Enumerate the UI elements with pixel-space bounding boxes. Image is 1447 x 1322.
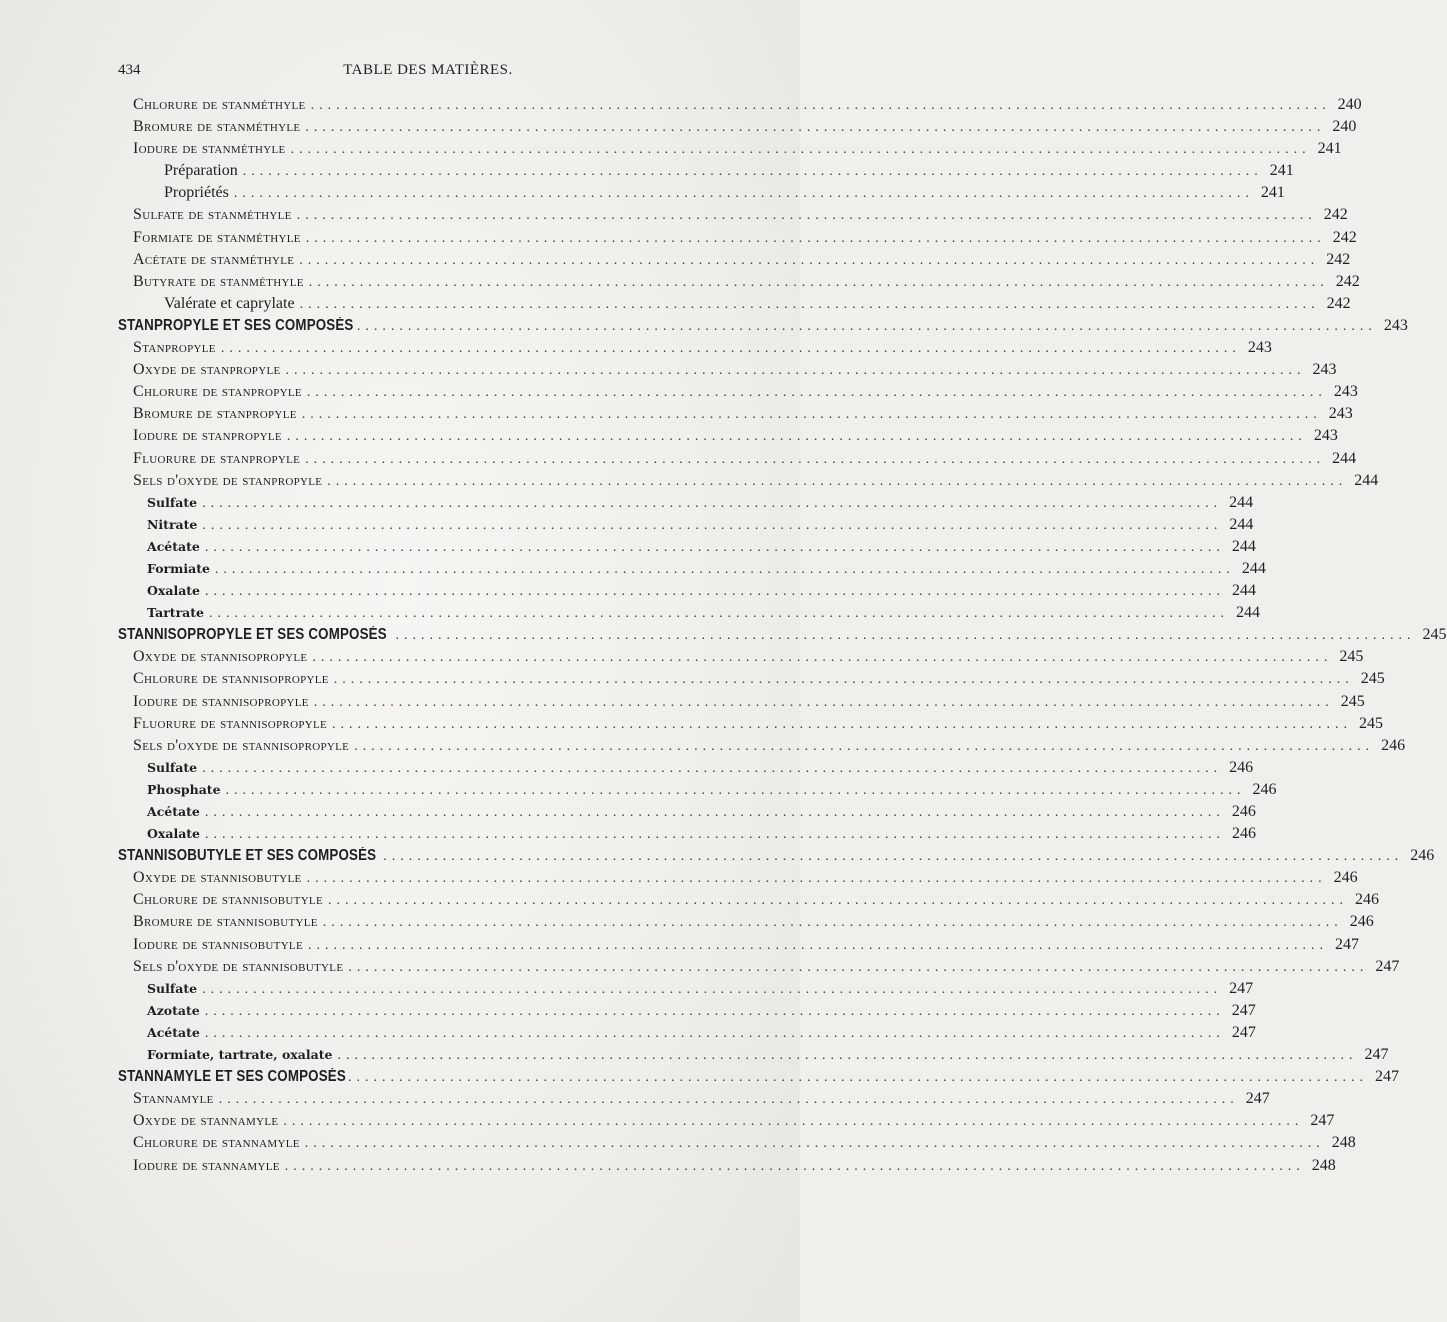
toc-page-number: 245 bbox=[1339, 648, 1364, 666]
toc-entry bbox=[118, 1068, 1399, 1090]
toc-entry-title: STANNISOPROPYLE ET SES COMPOSÉS bbox=[118, 626, 387, 644]
toc-entry-title: Sulfate de stanméthyle bbox=[133, 206, 292, 224]
toc-entry bbox=[118, 847, 1435, 869]
dot-leader: ........................................................................................................................ bbox=[327, 893, 1348, 909]
toc-entry-title: Propriétés bbox=[164, 184, 229, 202]
toc-entry bbox=[118, 803, 1256, 825]
toc-page-number: 247 bbox=[1310, 1112, 1335, 1130]
toc-entry bbox=[118, 714, 1384, 737]
toc-page-number: 246 bbox=[1410, 847, 1435, 865]
toc-entry-title: STANNISOBUTYLE ET SES COMPOSÉS bbox=[118, 847, 377, 865]
toc-page-number: 244 bbox=[1235, 604, 1260, 622]
dot-leader: ........................................................................................................................ bbox=[202, 760, 1223, 776]
toc-entry-title: Chlorure de stannisobutyle bbox=[133, 891, 323, 909]
dot-leader: ........................................................................................................................ bbox=[395, 628, 1416, 644]
toc-entry bbox=[118, 427, 1338, 449]
toc-entry bbox=[118, 537, 1256, 560]
toc-page-number: 244 bbox=[1332, 449, 1357, 467]
toc-page-number: 242 bbox=[1326, 250, 1351, 268]
toc-entry bbox=[118, 383, 1358, 405]
toc-page-number: 246 bbox=[1354, 891, 1379, 909]
toc-entry bbox=[118, 780, 1277, 803]
dot-leader: ........................................................................................................................ bbox=[332, 716, 1353, 732]
toc-entry bbox=[118, 604, 1260, 626]
dot-leader: ........................................................................................................................ bbox=[220, 341, 1241, 357]
toc-entry-title: Oxalate bbox=[147, 583, 201, 599]
toc-page-number: 244 bbox=[1232, 582, 1257, 600]
dot-leader: ........................................................................................................................ bbox=[285, 363, 1306, 379]
toc-entry-title: Sels d'oxyde de stannisopropyle bbox=[133, 736, 350, 754]
toc-page-number: 245 bbox=[1422, 626, 1447, 644]
toc-entry-title: Sels d'oxyde de stannisobutyle bbox=[133, 957, 344, 975]
toc-entry bbox=[118, 736, 1406, 759]
toc-page-number: 242 bbox=[1335, 272, 1360, 290]
toc-entry bbox=[118, 1023, 1256, 1046]
toc-entry bbox=[118, 339, 1272, 361]
dot-leader: ........................................................................................................................ bbox=[202, 981, 1223, 997]
toc-entry-title: STANNAMYLE ET SES COMPOSÉS bbox=[118, 1068, 346, 1086]
toc-page-number: 245 bbox=[1359, 714, 1384, 732]
dot-leader: ........................................................................................................................ bbox=[214, 561, 1235, 577]
toc-entry bbox=[118, 361, 1337, 383]
dot-leader: ........................................................................................................................ bbox=[205, 584, 1226, 600]
dot-leader: ........................................................................................................................ bbox=[225, 782, 1246, 798]
toc-entry bbox=[118, 515, 1254, 538]
dot-leader: ........................................................................................................................ bbox=[327, 473, 1348, 489]
toc-page-number: 243 bbox=[1313, 427, 1338, 445]
toc-page-number: 246 bbox=[1231, 803, 1256, 820]
toc-entry-title: Oxyde de stannisobutyle bbox=[133, 869, 302, 887]
toc-entry-title: Oxyde de stannisopropyle bbox=[133, 648, 308, 666]
toc-page-number: 243 bbox=[1312, 361, 1337, 379]
dot-leader: ........................................................................................................................ bbox=[306, 871, 1327, 887]
toc-entry-title: Stanpropyle bbox=[133, 339, 216, 357]
dot-leader: ........................................................................................................................ bbox=[312, 650, 1333, 666]
dot-leader: ........................................................................................................................ bbox=[333, 672, 1354, 688]
toc-entry bbox=[118, 96, 1362, 118]
dot-leader: ........................................................................................................................ bbox=[306, 385, 1327, 401]
dot-leader: ........................................................................................................................ bbox=[356, 318, 1377, 334]
toc-page-number: 247 bbox=[1364, 1046, 1389, 1064]
toc-page-number: 246 bbox=[1333, 869, 1358, 887]
dot-leader: ........................................................................................................................ bbox=[348, 959, 1369, 975]
toc-entry bbox=[118, 272, 1360, 295]
dot-leader: ........................................................................................................................ bbox=[204, 1025, 1225, 1041]
dot-leader: ........................................................................................................................ bbox=[204, 805, 1225, 820]
toc-page-number: 242 bbox=[1332, 228, 1357, 246]
toc-page-number: 244 bbox=[1229, 515, 1254, 533]
toc-entry bbox=[118, 1134, 1356, 1156]
toc-entry-title: Préparation bbox=[164, 162, 238, 180]
toc-entry bbox=[118, 184, 1285, 206]
toc-page-number: 247 bbox=[1231, 1001, 1256, 1019]
toc-entry bbox=[118, 294, 1351, 317]
toc-entry bbox=[118, 559, 1266, 582]
dot-leader: ........................................................................................................................ bbox=[322, 915, 1343, 931]
dot-leader: ........................................................................................................................ bbox=[305, 451, 1326, 467]
toc-page-number: 247 bbox=[1229, 979, 1254, 997]
dot-leader: ........................................................................................................................ bbox=[301, 407, 1322, 423]
toc-page-number: 248 bbox=[1331, 1134, 1356, 1152]
toc-entry bbox=[118, 1112, 1335, 1134]
toc-page-number: 241 bbox=[1260, 184, 1285, 202]
toc-entry bbox=[118, 979, 1254, 1002]
dot-leader: ........................................................................................................................ bbox=[305, 230, 1326, 246]
toc-entry-title: Fluorure de stanpropyle bbox=[133, 449, 301, 467]
toc-page-number: 245 bbox=[1340, 692, 1365, 710]
toc-page-number: 243 bbox=[1247, 339, 1272, 357]
dot-leader: ........................................................................................................................ bbox=[305, 120, 1326, 136]
dot-leader: ........................................................................................................................ bbox=[284, 1158, 1305, 1174]
toc-entry-title: Iodure de stannisobutyle bbox=[133, 935, 303, 953]
toc-page-number: 247 bbox=[1245, 1090, 1270, 1108]
toc-entry-title: Chlorure de stanpropyle bbox=[133, 383, 302, 401]
toc-page-number: 243 bbox=[1328, 405, 1353, 423]
toc-entry bbox=[118, 1156, 1336, 1179]
dot-leader: ........................................................................................................................ bbox=[308, 274, 1329, 290]
toc-entry bbox=[118, 1046, 1389, 1068]
toc-entry-title: Iodure de stanméthyle bbox=[133, 140, 286, 158]
toc-entry-title: Valérate et caprylate bbox=[164, 294, 295, 312]
toc-page-number: 244 bbox=[1231, 537, 1256, 555]
toc-entry-title: Chlorure de stannisopropyle bbox=[133, 670, 329, 688]
dot-leader: ........................................................................................................................ bbox=[202, 517, 1223, 533]
dot-leader: ........................................................................................................................ bbox=[304, 1136, 1325, 1152]
toc-entry-title: Sulfate bbox=[147, 494, 198, 510]
toc-entry-title: Iodure de stannisopropyle bbox=[133, 692, 309, 710]
toc-entry-title: Sulfate bbox=[147, 759, 198, 775]
toc-entry bbox=[118, 1001, 1256, 1024]
toc-page-number: 244 bbox=[1241, 559, 1266, 577]
toc-entry bbox=[118, 250, 1351, 273]
toc-entry bbox=[118, 228, 1357, 251]
toc-entry bbox=[118, 891, 1379, 913]
dot-leader: ........................................................................................................................ bbox=[354, 738, 1375, 754]
toc-entry-title: Iodure de stannamyle bbox=[133, 1156, 280, 1174]
toc-entry bbox=[118, 1090, 1270, 1112]
toc-entry bbox=[118, 913, 1374, 935]
toc-entry-title: Oxalate bbox=[147, 826, 201, 842]
dot-leader: ........................................................................................................................ bbox=[233, 186, 1254, 202]
toc-entry-title: Stannamyle bbox=[133, 1090, 214, 1108]
toc-entry-title: Iodure de stanpropyle bbox=[133, 427, 282, 445]
toc-page-number: 241 bbox=[1317, 140, 1342, 158]
toc-page-number: 247 bbox=[1375, 957, 1400, 975]
toc-entry bbox=[118, 692, 1365, 715]
toc-entry bbox=[118, 206, 1348, 228]
toc-page-number: 246 bbox=[1252, 780, 1277, 798]
toc-entry bbox=[118, 471, 1379, 494]
page-header bbox=[118, 62, 738, 86]
dot-leader: ........................................................................................................................ bbox=[204, 1003, 1225, 1019]
dot-leader: ........................................................................................................................ bbox=[204, 539, 1225, 555]
toc-entry bbox=[118, 626, 1447, 648]
toc-page-number: 246 bbox=[1349, 913, 1374, 931]
dot-leader: ........................................................................................................................ bbox=[337, 1048, 1358, 1064]
toc-entry-title: Nitrate bbox=[147, 516, 198, 532]
toc-entry-title: Phosphate bbox=[147, 781, 221, 797]
toc-entry bbox=[118, 405, 1353, 427]
dot-leader: ........................................................................................................................ bbox=[205, 827, 1226, 843]
toc-entry bbox=[118, 648, 1364, 670]
toc-page-number: 244 bbox=[1354, 471, 1379, 489]
dot-leader: ........................................................................................................................ bbox=[242, 164, 1263, 180]
toc-page-number: 243 bbox=[1333, 383, 1358, 401]
toc-page-number: 244 bbox=[1229, 493, 1254, 511]
toc-page-number: 247 bbox=[1231, 1023, 1256, 1041]
running-title: TABLE DES MATIÈRES. bbox=[343, 62, 513, 78]
toc-entry-title: Sels d'oxyde de stanpropyle bbox=[133, 471, 323, 489]
toc-page-number: 246 bbox=[1229, 758, 1254, 776]
toc-entry bbox=[118, 582, 1257, 604]
toc-entry bbox=[118, 670, 1385, 692]
toc-entry-title: Formiate bbox=[147, 560, 210, 576]
dot-leader: ........................................................................................................................ bbox=[208, 606, 1229, 622]
toc-entry-title: Bromure de stannisobutyle bbox=[133, 913, 318, 931]
toc-entry bbox=[118, 935, 1359, 958]
dot-leader: ........................................................................................................................ bbox=[299, 252, 1320, 268]
toc-entry-title: Azotate bbox=[147, 1002, 200, 1018]
dot-leader: ........................................................................................................................ bbox=[283, 1114, 1304, 1130]
toc-page-number: 242 bbox=[1323, 206, 1348, 224]
toc-entry bbox=[118, 118, 1357, 140]
toc-page-number: 240 bbox=[1337, 96, 1362, 113]
toc-entry bbox=[118, 162, 1294, 184]
dot-leader: ........................................................................................................................ bbox=[218, 1092, 1239, 1108]
table-of-contents bbox=[118, 96, 1447, 1179]
dot-leader: ........................................................................................................................ bbox=[310, 98, 1331, 113]
toc-entry-title: Formiate de stanméthyle bbox=[133, 228, 301, 246]
toc-entry-title: Acétate bbox=[147, 804, 200, 819]
toc-entry-title: Acétate de stanméthyle bbox=[133, 250, 295, 268]
toc-entry-title: Tartrate bbox=[147, 605, 204, 621]
dot-leader: ........................................................................................................................ bbox=[286, 429, 1307, 445]
dot-leader: ........................................................................................................................ bbox=[348, 1070, 1368, 1086]
toc-entry bbox=[118, 140, 1342, 162]
toc-entry-title: Oxyde de stannamyle bbox=[133, 1112, 279, 1130]
dot-leader: ........................................................................................................................ bbox=[383, 849, 1404, 865]
toc-page-number: 241 bbox=[1269, 162, 1294, 180]
toc-entry-title: Oxyde de stanpropyle bbox=[133, 361, 281, 379]
dot-leader: ........................................................................................................................ bbox=[290, 142, 1311, 158]
toc-entry bbox=[118, 449, 1357, 472]
dot-leader: ........................................................................................................................ bbox=[299, 296, 1320, 312]
dot-leader: ........................................................................................................................ bbox=[313, 694, 1334, 710]
dot-leader: ........................................................................................................................ bbox=[202, 495, 1223, 511]
toc-page-number: 240 bbox=[1332, 118, 1357, 136]
toc-entry bbox=[118, 316, 1408, 339]
toc-entry-title: Chlorure de stanméthyle bbox=[133, 96, 306, 113]
toc-entry bbox=[118, 825, 1257, 847]
toc-entry-title: Fluorure de stannisopropyle bbox=[133, 714, 328, 732]
toc-entry-title: Acétate bbox=[147, 538, 200, 554]
toc-page-number: 248 bbox=[1311, 1156, 1336, 1174]
toc-entry-title: Formiate, tartrate, oxalate bbox=[147, 1047, 333, 1063]
toc-entry-title: Butyrate de stanméthyle bbox=[133, 272, 304, 290]
toc-entry-title: Bromure de stanméthyle bbox=[133, 118, 301, 136]
toc-entry bbox=[118, 758, 1254, 781]
toc-entry-title: Sulfate bbox=[147, 980, 198, 996]
toc-page-number: 245 bbox=[1360, 670, 1385, 688]
toc-entry-title: Bromure de stanpropyle bbox=[133, 405, 297, 423]
toc-page-number: 242 bbox=[1326, 294, 1351, 312]
toc-entry bbox=[118, 493, 1254, 516]
dot-leader: ........................................................................................................................ bbox=[296, 208, 1317, 224]
toc-page-number: 246 bbox=[1232, 825, 1257, 843]
toc-entry-title: Acétate bbox=[147, 1024, 200, 1040]
page-number: 434 bbox=[118, 62, 141, 78]
toc-entry bbox=[118, 869, 1358, 891]
toc-page-number: 247 bbox=[1375, 1068, 1399, 1086]
toc-page-number: 246 bbox=[1381, 736, 1406, 754]
toc-page-number: 243 bbox=[1383, 316, 1408, 334]
toc-page-number: 247 bbox=[1334, 935, 1359, 953]
dot-leader: ........................................................................................................................ bbox=[307, 937, 1328, 953]
toc-entry-title: STANPROPYLE ET SES COMPOSÉS bbox=[118, 316, 354, 334]
toc-entry bbox=[118, 957, 1400, 980]
toc-entry-title: Chlorure de stannamyle bbox=[133, 1134, 300, 1152]
